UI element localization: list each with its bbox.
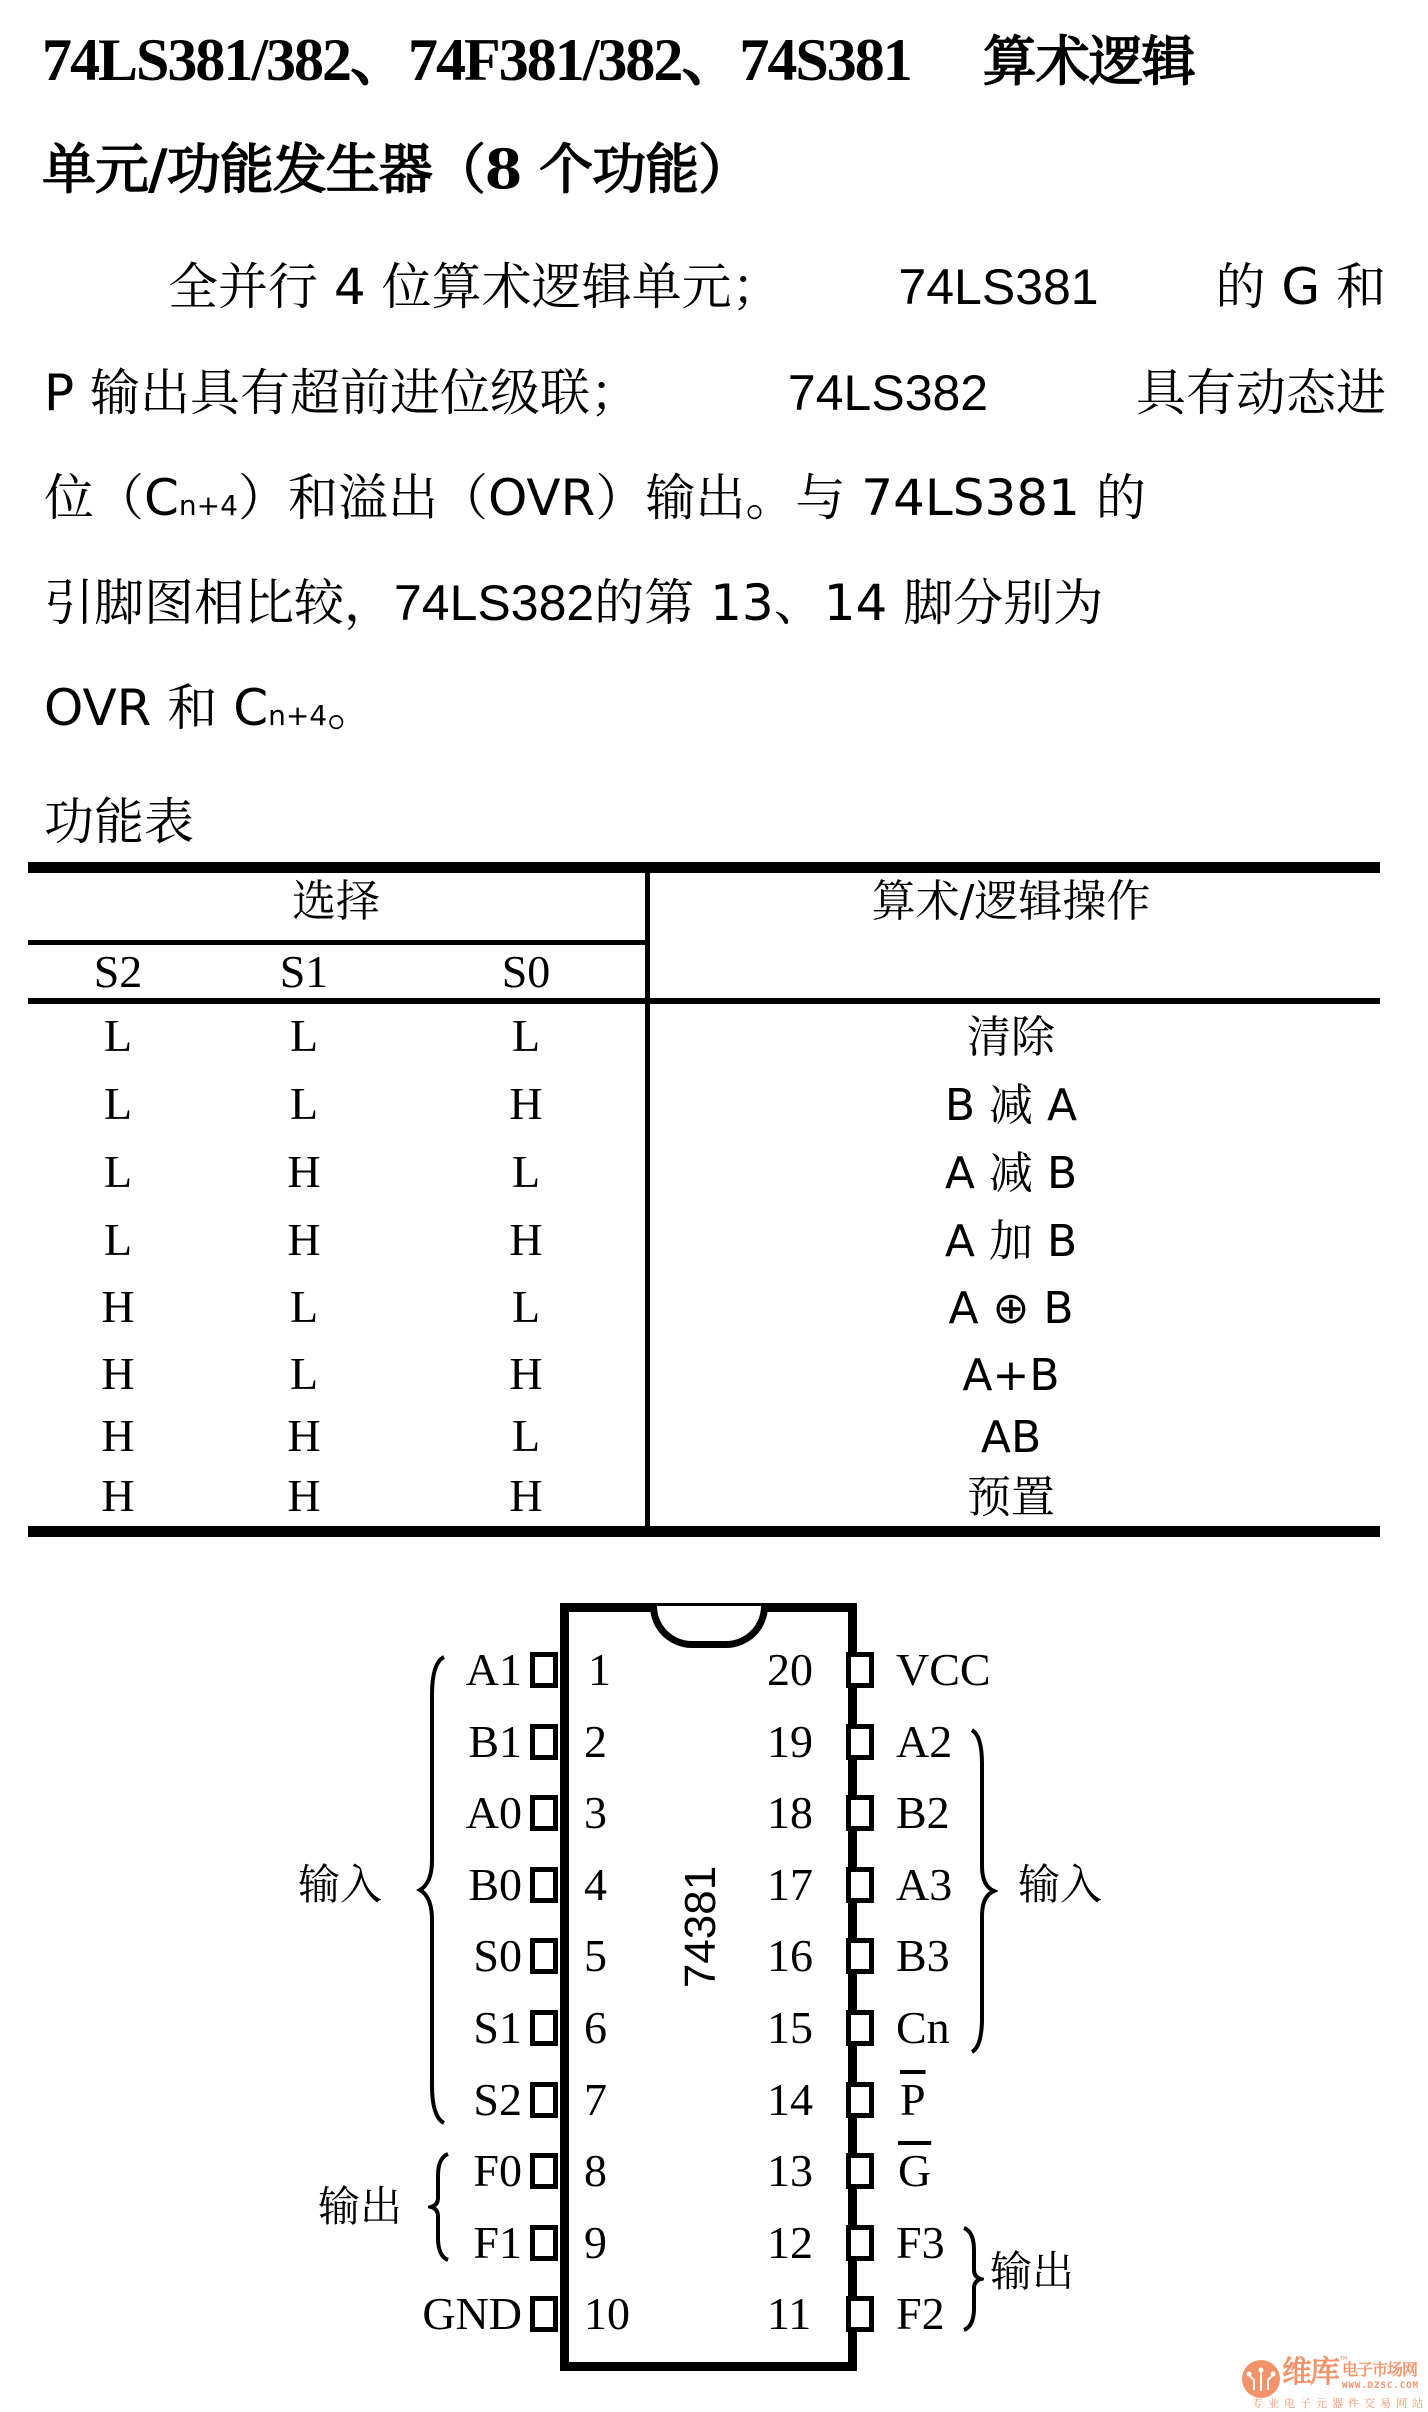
header-s1: S1 [279,946,329,997]
pin-number: 12 [767,2217,813,2268]
cell-s1: L [289,1078,319,1129]
chip-name: 74381 [676,1865,725,1989]
watermark-url: WWW.DZSC.COM [1342,2381,1420,2391]
pin-number: 17 [767,1859,813,1910]
text-fragment: 的 G 和 [1215,258,1386,316]
header-s2: S2 [93,946,143,997]
cell-s2: H [101,1410,135,1461]
pin-box [530,1867,558,1903]
pin-box [846,2225,874,2261]
pin-box [530,1652,558,1688]
subscript: n+4 [268,699,328,732]
right-input-label: 输入 [1018,1860,1103,1909]
pin-label-a0: A0 [465,1787,522,1838]
pin-box [846,2010,874,2046]
left-output-label: 输出 [318,2182,403,2231]
pin-number: 4 [584,1859,607,1910]
pin-box [530,2296,558,2332]
text-fragment: 74LS382 [787,365,989,421]
pin-box [846,2296,874,2332]
cell-s2: H [101,1470,135,1521]
cell-s1: H [287,1214,321,1265]
table-header-mid-rule [28,940,648,945]
description-line-4 [44,574,1386,632]
pin-label-b2: B2 [896,1787,950,1838]
pin-label-b1: B1 [468,1716,522,1767]
cell-s1: L [289,1281,319,1332]
cell-s0: L [511,1281,541,1332]
cell-s0: L [511,1410,541,1461]
pin-label-a1: A1 [465,1644,522,1695]
pin-label-s1: S1 [473,2002,522,2053]
cell-s0: H [509,1214,543,1265]
pin-box [530,1795,558,1831]
function-table-label: 功能表 [44,793,194,851]
cell-operation: A 减 B [944,1148,1078,1199]
text-fragment: ）和溢出（OVR）输出。与 74LS381 的 [237,469,1146,527]
pin-number: 10 [584,2288,630,2339]
pin-box [530,1938,558,1974]
pin-number: 1 [588,1644,611,1695]
cell-operation: A ⊕ B [948,1283,1074,1334]
watermark-site-name: 电子市场网 [1342,2360,1418,2379]
pin-label-b0: B0 [468,1859,522,1910]
right-output-brace-icon [960,2226,984,2332]
text-fragment: 全并行 4 位算术逻辑单元； [168,258,782,316]
pin-number: 7 [584,2074,607,2125]
pin-number: 2 [584,1716,607,1767]
cell-s0: H [509,1470,543,1521]
pin-label-g-bar: $\overline{G}$ [898,2145,932,2196]
pin-number: 6 [584,2002,607,2053]
cell-s2: L [103,1010,133,1061]
pin-number: 13 [767,2145,813,2196]
cell-s1: L [289,1348,319,1399]
pin-box [846,1938,874,1974]
cell-s2: H [101,1348,135,1399]
text-fragment: 的第 13、14 脚分别为 [594,574,1104,632]
cell-s1: H [287,1146,321,1197]
pin-box [846,1724,874,1760]
pin-number: 20 [767,1644,813,1695]
document-title-line-2: 单元/功能发生器（8 个功能） [42,137,752,201]
pin-number: 8 [584,2145,607,2196]
cell-s0: H [509,1348,543,1399]
pin-number: 9 [584,2217,607,2268]
pin-label-a3: A3 [896,1859,953,1910]
circuit-logo-icon [1242,2360,1280,2398]
pin-number: 16 [767,1930,813,1981]
pin-box [530,2082,558,2118]
watermark-brand: 维库 [1282,2355,1338,2390]
text-fragment: P 输出具有超前进位级联； [44,364,641,422]
pin-box [846,1867,874,1903]
cell-s2: L [103,1214,133,1265]
cell-s1: H [287,1470,321,1521]
pin-box [846,2153,874,2189]
watermark [1240,2356,1428,2412]
text-fragment: 74LS381 [898,259,1099,315]
left-output-brace-icon [428,2152,452,2262]
pin-box [530,1724,558,1760]
pin-box [530,2153,558,2189]
pin-box [530,2225,558,2261]
header-operation: 算术/逻辑操作 [871,876,1151,927]
pin-number: 3 [584,1787,607,1838]
header-s0: S0 [501,946,551,997]
cell-s0: L [511,1146,541,1197]
pin-label-f3: F3 [896,2217,945,2268]
pin-box [846,1795,874,1831]
right-output-label: 输出 [990,2247,1075,2296]
pin-number: 18 [767,1787,813,1838]
watermark-tm: TM [1340,2356,1348,2362]
text-fragment: 引脚图相比较， [44,574,394,632]
pin-number: 15 [767,2002,813,2053]
header-select-group: 选择 [292,876,380,927]
pin-number: 19 [767,1716,813,1767]
description-line-3 [44,469,1386,527]
description-line-5 [44,679,1386,737]
cell-operation: A+B [962,1350,1060,1401]
pin-label-f1: F1 [473,2217,522,2268]
pin-label-s2: S2 [473,2074,522,2125]
cell-s1: L [289,1010,319,1061]
title-part-alu: 算术逻辑 [982,29,1195,93]
cell-s1: H [287,1410,321,1461]
watermark-tagline: 专业电子元器件交易网站 [1252,2397,1428,2410]
cell-operation: A 加 B [944,1216,1078,1267]
cell-operation: B 减 A [944,1080,1078,1131]
table-top-rule [28,862,1380,873]
text-fragment: 具有动态进 [1136,364,1386,422]
pin-label-b3: B3 [896,1930,950,1981]
description-line-2 [44,364,1386,422]
pin-label-f0: F0 [473,2145,522,2196]
pin-label-gnd: GND [422,2288,522,2339]
pin-label-s0: S0 [473,1930,522,1981]
pin-number: 14 [767,2074,813,2125]
cell-s2: L [103,1078,133,1129]
pin-label-cn: Cn [896,2002,950,2053]
left-input-brace-icon [414,1655,450,2125]
pin-box [530,2010,558,2046]
table-header-bottom-rule [28,998,1380,1004]
text-fragment: 位（C [44,469,179,527]
pin-box [846,1652,874,1688]
text-fragment: OVR 和 C [44,679,269,737]
title-part-numbers: 74LS381/382、74F381/382、74S381 [42,27,911,93]
cell-s0: L [511,1010,541,1061]
table-bottom-rule [28,1526,1380,1537]
pin-box [846,2082,874,2118]
description-line-1 [168,258,1386,316]
table-column-divider [645,868,650,1530]
pin-number: 11 [767,2288,812,2339]
cell-operation: 预置 [967,1472,1055,1523]
cell-operation: 清除 [967,1012,1055,1063]
right-input-brace-icon [968,1728,998,2054]
text-fragment: 74LS382 [394,575,595,631]
cell-s2: L [103,1146,133,1197]
pin-label-a2: A2 [896,1716,953,1767]
subscript: n+4 [178,489,238,522]
pin-label-f2: F2 [896,2288,945,2339]
cell-operation: AB [980,1412,1042,1463]
document-title-line-1 [42,27,1195,93]
cell-s0: H [509,1078,543,1129]
cell-s2: H [101,1281,135,1332]
pin-number: 5 [584,1930,607,1981]
text-fragment: 。 [327,679,378,737]
pin-label-vcc: VCC [896,1644,991,1695]
pin-label-p-bar: $\overline{P}$ [900,2074,926,2125]
left-input-label: 输入 [298,1860,383,1909]
